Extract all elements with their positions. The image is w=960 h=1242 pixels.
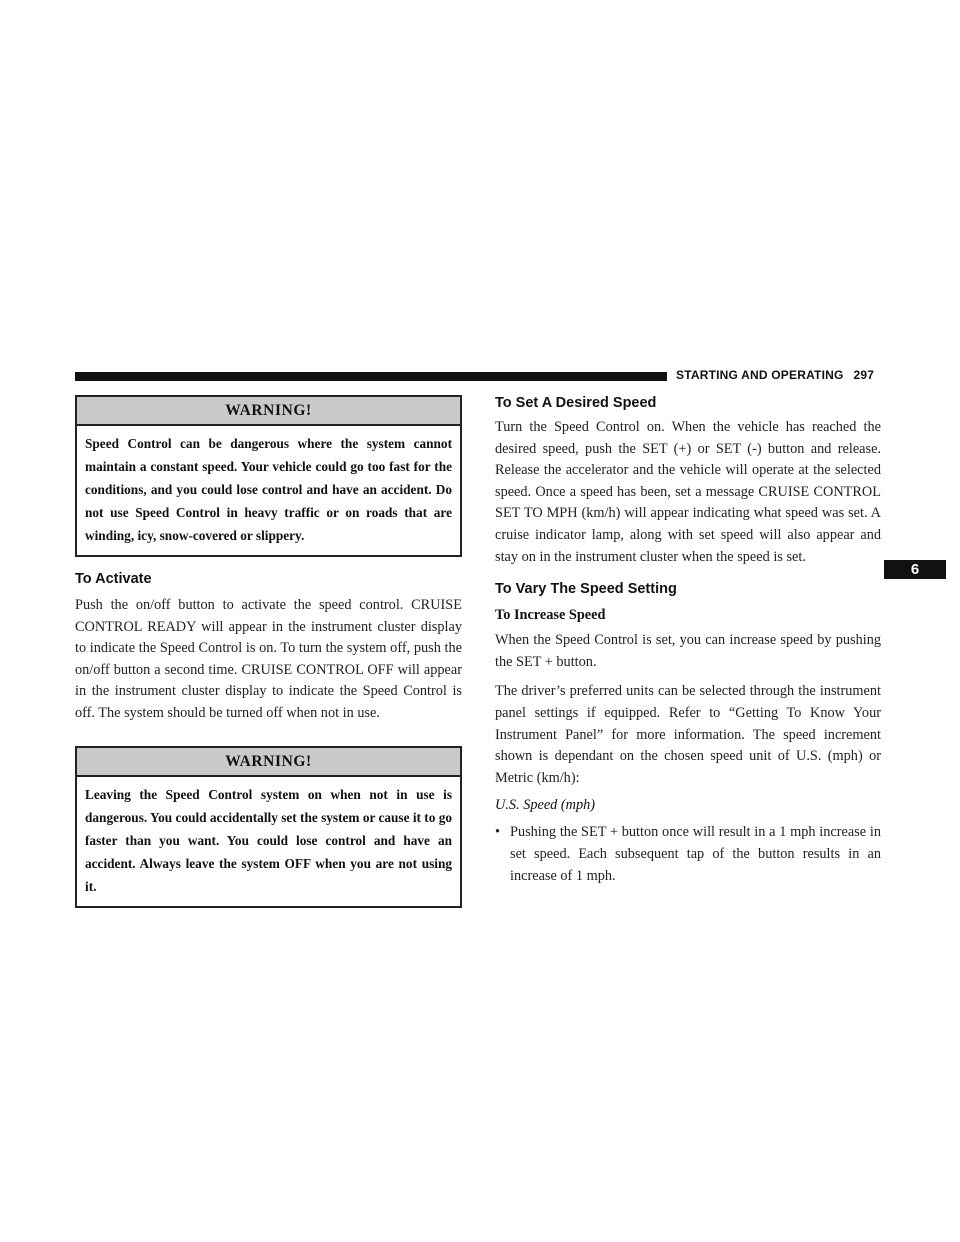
warning-box-speed-control bbox=[75, 395, 462, 557]
bullet-icon: • bbox=[495, 824, 501, 841]
header-rule bbox=[75, 372, 667, 381]
set-speed-paragraph: Turn the Speed Control on. When the vehicle has reached the desired speed, push the SET (+) or SET (-) button and release. Release the accelerator and the vehicle will operate at the selected speed. Once a speed has been, set a message CRUISE CONTROL SET TO MPH (km/h) will appear indicating what speed was set. A cruise indicator lamp, along with set speed will also appear and stay on in the instrument cluster when the speed is set. bbox=[495, 419, 881, 565]
units-paragraph: The driver’s preferred units can be selected through the instrument panel settings if equipped. Refer to “Getting To Know Your Instrument Panel” for more information. The speed increment shown is dependant on the chosen speed unit of U.S. (mph) or Metric (km/h): bbox=[495, 683, 881, 786]
subheading-us-speed: U.S. Speed (mph) bbox=[495, 797, 596, 814]
right-column bbox=[495, 395, 881, 887]
list-item bbox=[495, 822, 881, 887]
warning-text: Speed Control can be dangerous where the system cannot maintain a constant speed. Your vehicle could go too fast for the conditions, and you could lose control and have an accident. Do not use Speed Control in heavy traffic or on roads that are winding, icy, snow-covered or slippery. bbox=[85, 436, 452, 543]
running-header bbox=[676, 368, 874, 382]
subheading-increase-speed: To Increase Speed bbox=[495, 607, 606, 624]
heading-to-activate: To Activate bbox=[75, 571, 152, 587]
heading-set-desired-speed: To Set A Desired Speed bbox=[495, 395, 657, 411]
section-title: STARTING AND OPERATING bbox=[676, 368, 844, 382]
activate-paragraph: Push the on/off button to activate the speed control. CRUISE CONTROL READY will appear in the instrument cluster display to indicate the Speed Control is on. To turn the system off, push the on/off button a second time. CRUISE CONTROL OFF will appear in the instrument cluster display to indicate the Speed Control is off. The system should be turned off when not in use. bbox=[75, 597, 462, 721]
warning-text: Leaving the Speed Control system on when not in use is dangerous. You could accidentally set the system or cause it to go faster than you want. You could lose control and have an accident. Always leave the system OFF when you are not using it. bbox=[85, 786, 452, 894]
bullet-text: Pushing the SET + button once will result in a 1 mph increase in set speed. Each subsequent tap of the button results in an increase of 1 mph. bbox=[510, 824, 881, 884]
chapter-tab: 6 bbox=[884, 560, 946, 579]
heading-vary-speed: To Vary The Speed Setting bbox=[495, 581, 677, 598]
page-number: 297 bbox=[853, 368, 875, 382]
increase-paragraph: When the Speed Control is set, you can increase speed by pushing the SET + button. bbox=[495, 632, 881, 670]
warning-title: WARNING! bbox=[77, 748, 460, 777]
left-column bbox=[75, 395, 462, 908]
warning-box-leaving-on bbox=[75, 746, 462, 908]
warning-title: WARNING! bbox=[77, 397, 460, 426]
